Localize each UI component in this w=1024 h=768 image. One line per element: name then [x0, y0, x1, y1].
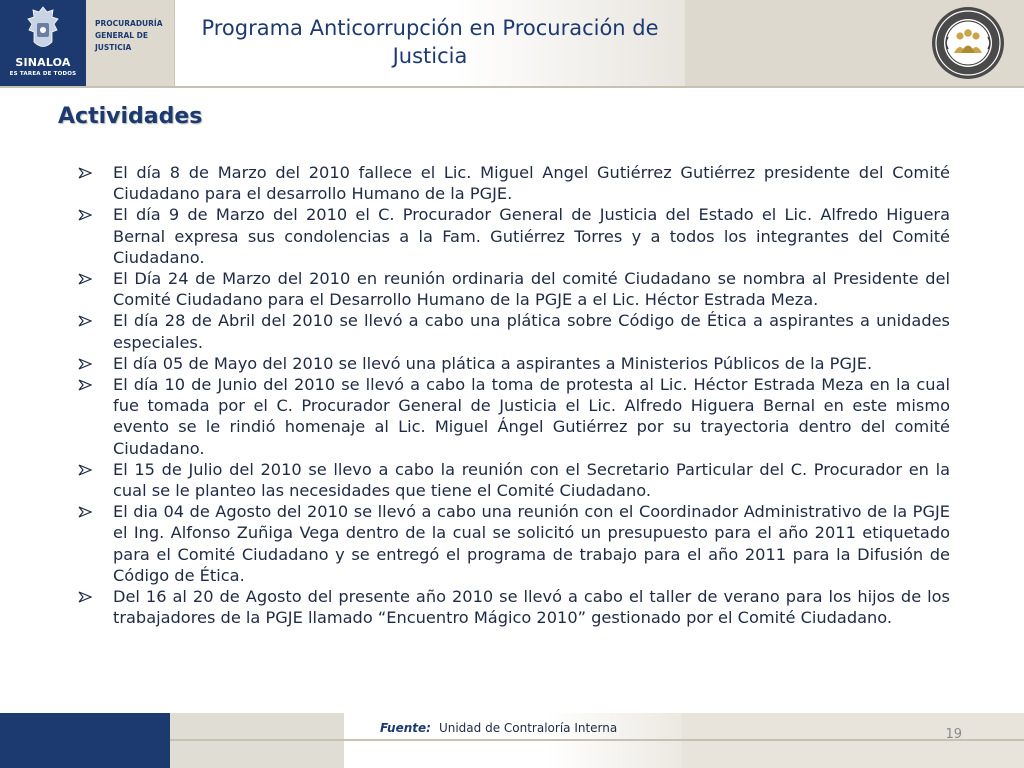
comite-ciudadano-seal-icon	[930, 5, 1006, 81]
footer-blue-band	[0, 713, 170, 768]
logo-tagline: ES TAREA DE TODOS	[9, 71, 77, 77]
list-item-text: El día 9 de Marzo del 2010 el C. Procurador General de Justicia del Estado el Lic. Alfredo Higuera Bernal expresa sus condolencias a la Fam. Gutiérrez Torres y a todos los integrantes del Comité Ciudadano.	[113, 205, 950, 267]
list-item-text: El Día 24 de Marzo del 2010 en reunión ordinaria del comité Ciudadano se nombra al Presidente del Comité Ciudadano para el Desarrollo Humano de la PGJE a el Lic. Héctor Estrada Meza.	[113, 269, 950, 310]
page-number: 19	[945, 727, 962, 742]
state-coat-of-arms-icon	[26, 6, 60, 52]
logo-main-text: SINALOA	[15, 56, 71, 69]
arrow-bullet-icon	[78, 358, 92, 370]
source-label: Fuente:	[380, 721, 431, 735]
arrow-bullet-icon	[78, 591, 92, 603]
source-value: Unidad de Contraloría Interna	[438, 721, 618, 735]
list-item-text: El día 05 de Mayo del 2010 se llevó una plática a aspirantes a Ministerios Públicos de la PGJE.	[113, 353, 873, 373]
list-item-text: El día 8 de Marzo del 2010 fallece el Lic. Miguel Angel Gutiérrez Gutiérrez presidente del Comité Ciudadano para el desarrollo Humano de la PGJE.	[113, 163, 950, 204]
arrow-bullet-icon	[78, 273, 92, 285]
list-item-text: El dia 04 de Agosto del 2010 se llevó a cabo una reunión con el Coordinador Administrativo de la PGJE el Ing. Alfonso Zuñiga Vega dentro de la cual se solicitó un presupuesto para el año 2011 etiquetado para el Comité Ciudadano y se entregó el programa de trabajo para el año 2011 para la Difusión de Código de Ética.	[113, 502, 950, 585]
list-item	[78, 310, 950, 352]
department-block	[86, 0, 175, 86]
list-item-text: El día 10 de Junio del 2010 se llevó a cabo la toma de protesta al Lic. Héctor Estrada Meza en la cual fue tomada por el C. Procurador General de Justicia el Lic. Alfredo Higuera Bernal en este mismo evento se le rindió homenaje al Lic. Miguel Ángel Gutiérrez por su trayectoria dentro del comité Ciudadano.	[113, 375, 950, 458]
list-item	[78, 459, 950, 501]
section-title: Actividades	[58, 104, 203, 129]
arrow-bullet-icon	[78, 464, 92, 476]
sinaloa-logo	[0, 0, 86, 86]
arrow-bullet-icon	[78, 506, 92, 518]
department-name: PROCURADURÍA GENERAL DE JUSTICIA	[95, 19, 163, 52]
arrow-bullet-icon	[78, 379, 92, 391]
list-item-text: El día 28 de Abril del 2010 se llevó a cabo una plática sobre Código de Ética a aspirantes a unidades especiales.	[113, 311, 950, 352]
source-note	[380, 721, 617, 735]
title-block	[175, 0, 685, 86]
footer-divider	[170, 739, 1024, 741]
arrow-bullet-icon	[78, 209, 92, 221]
list-item-text: Del 16 al 20 de Agosto del presente año 2010 se llevó a cabo el taller de verano para los hijos de los trabajadores de la PGJE llamado “Encuentro Mágico 2010” gestionado por el Comité Ciudadano.	[113, 587, 950, 628]
slide-header	[0, 0, 1024, 87]
list-item	[78, 374, 950, 459]
arrow-bullet-icon	[78, 315, 92, 327]
slide-footer	[0, 713, 1024, 768]
activities-list	[78, 162, 950, 628]
list-item	[78, 268, 950, 310]
header-divider	[0, 86, 1024, 88]
slide-title: Programa Anticorrupción en Procuración de Justicia	[201, 16, 659, 68]
list-item	[78, 501, 950, 586]
list-item	[78, 204, 950, 268]
list-item	[78, 353, 950, 374]
list-item	[78, 162, 950, 204]
list-item	[78, 586, 950, 628]
arrow-bullet-icon	[78, 167, 92, 179]
list-item-text: El 15 de Julio del 2010 se llevo a cabo la reunión con el Secretario Particular del C. Procurador en la cual se le planteo las necesidades que tiene el Comité Ciudadano.	[113, 459, 950, 501]
seal-block	[685, 0, 1024, 86]
